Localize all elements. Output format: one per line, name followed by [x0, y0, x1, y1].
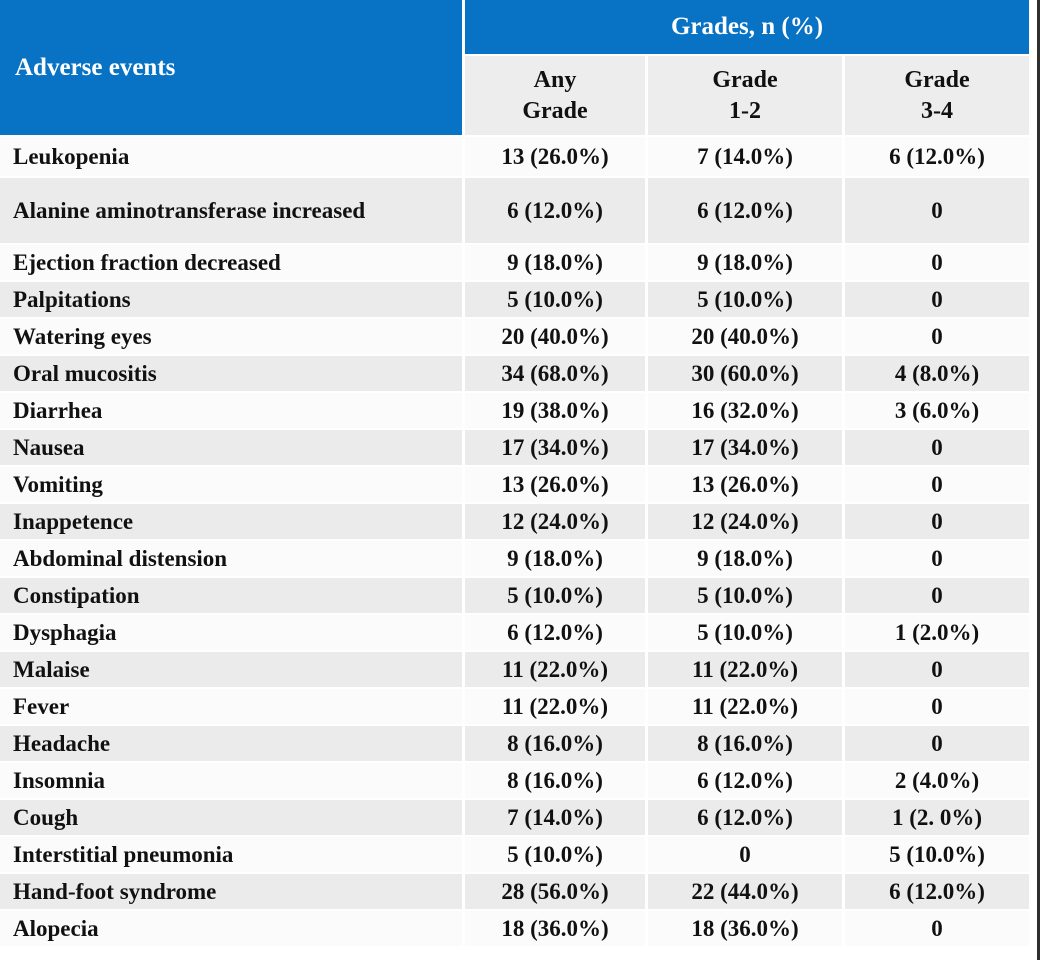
adverse-event-name: Alanine aminotransferase increased — [0, 178, 462, 243]
table-row — [0, 137, 1029, 176]
grade-3-4-value: 0 — [845, 911, 1029, 946]
grade-1-2-value: 16 (32.0%) — [648, 393, 842, 428]
adverse-event-name: Headache — [0, 726, 462, 761]
table-row — [0, 393, 1029, 428]
table-row — [0, 319, 1029, 354]
adverse-event-name: Fever — [0, 689, 462, 724]
adverse-event-name: Leukopenia — [0, 137, 462, 176]
grade-1-2-value: 6 (12.0%) — [648, 800, 842, 835]
grade-1-2-value: 5 (10.0%) — [648, 282, 842, 317]
table-body — [0, 137, 1029, 946]
grade-subheaders — [465, 56, 1029, 135]
adverse-event-name: Dysphagia — [0, 615, 462, 650]
grade-1-2-value: 5 (10.0%) — [648, 578, 842, 613]
grade-3-4-value: 0 — [845, 245, 1029, 280]
adverse-event-name: Malaise — [0, 652, 462, 687]
grade-1-2-value: 12 (24.0%) — [648, 504, 842, 539]
table-row — [0, 504, 1029, 539]
table-row — [0, 178, 1029, 243]
any-grade-value: 13 (26.0%) — [465, 137, 645, 176]
adverse-event-name: Abdominal distension — [0, 541, 462, 576]
table-row — [0, 578, 1029, 613]
column-header-any-grade — [465, 56, 645, 135]
grade-1-2-value: 17 (34.0%) — [648, 430, 842, 465]
grade-1-2-value: 9 (18.0%) — [648, 541, 842, 576]
grade-1-2-value: 8 (16.0%) — [648, 726, 842, 761]
any-grade-value: 17 (34.0%) — [465, 430, 645, 465]
adverse-event-name: Watering eyes — [0, 319, 462, 354]
column-header-adverse-events: Adverse events — [0, 0, 462, 135]
adverse-event-name: Interstitial pneumonia — [0, 837, 462, 872]
adverse-event-name: Vomiting — [0, 467, 462, 502]
table-row — [0, 541, 1029, 576]
grade-1-2-value: 6 (12.0%) — [648, 763, 842, 798]
any-grade-value: 7 (14.0%) — [465, 800, 645, 835]
grade-1-2-value: 6 (12.0%) — [648, 178, 842, 243]
grade-3-4-value: 0 — [845, 541, 1029, 576]
any-grade-value: 18 (36.0%) — [465, 911, 645, 946]
grade-3-4-value: 0 — [845, 467, 1029, 502]
grade-1-2-value: 5 (10.0%) — [648, 615, 842, 650]
grade-1-2-value: 9 (18.0%) — [648, 245, 842, 280]
table-row — [0, 282, 1029, 317]
table-row — [0, 763, 1029, 798]
grade-3-4-value: 4 (8.0%) — [845, 356, 1029, 391]
grade-1-2-value: 11 (22.0%) — [648, 652, 842, 687]
grade-1-2-value: 18 (36.0%) — [648, 911, 842, 946]
table-row — [0, 615, 1029, 650]
grade-3-4-value: 0 — [845, 689, 1029, 724]
grade-3-4-value: 0 — [845, 430, 1029, 465]
any-grade-value: 11 (22.0%) — [465, 689, 645, 724]
subheader-line: 1-2 — [729, 97, 761, 124]
any-grade-value: 9 (18.0%) — [465, 245, 645, 280]
any-grade-value: 5 (10.0%) — [465, 837, 645, 872]
any-grade-value: 34 (68.0%) — [465, 356, 645, 391]
grade-1-2-value: 20 (40.0%) — [648, 319, 842, 354]
table-header — [0, 0, 1029, 135]
any-grade-value: 6 (12.0%) — [465, 615, 645, 650]
grade-1-2-value: 13 (26.0%) — [648, 467, 842, 502]
grade-1-2-value: 0 — [648, 837, 842, 872]
grade-3-4-value: 1 (2.0%) — [845, 615, 1029, 650]
grade-3-4-value: 0 — [845, 652, 1029, 687]
table-row — [0, 874, 1029, 909]
adverse-event-name: Diarrhea — [0, 393, 462, 428]
grade-3-4-value: 0 — [845, 578, 1029, 613]
any-grade-value: 20 (40.0%) — [465, 319, 645, 354]
adverse-event-name: Inappetence — [0, 504, 462, 539]
subheader-line: Grade — [904, 66, 970, 93]
any-grade-value: 12 (24.0%) — [465, 504, 645, 539]
any-grade-value: 5 (10.0%) — [465, 578, 645, 613]
grade-3-4-value: 6 (12.0%) — [845, 137, 1029, 176]
subheader-line: Grade — [522, 97, 588, 124]
any-grade-value: 6 (12.0%) — [465, 178, 645, 243]
grades-header-group — [465, 0, 1029, 135]
adverse-event-name: Insomnia — [0, 763, 462, 798]
any-grade-value: 8 (16.0%) — [465, 726, 645, 761]
grade-1-2-value: 30 (60.0%) — [648, 356, 842, 391]
adverse-event-name: Oral mucositis — [0, 356, 462, 391]
grade-3-4-value: 2 (4.0%) — [845, 763, 1029, 798]
grade-3-4-value: 0 — [845, 178, 1029, 243]
column-header-grade-1-2 — [648, 56, 842, 135]
any-grade-value: 9 (18.0%) — [465, 541, 645, 576]
grade-1-2-value: 7 (14.0%) — [648, 137, 842, 176]
grade-3-4-value: 0 — [845, 504, 1029, 539]
any-grade-value: 5 (10.0%) — [465, 282, 645, 317]
any-grade-value: 8 (16.0%) — [465, 763, 645, 798]
table-row — [0, 837, 1029, 872]
any-grade-value: 19 (38.0%) — [465, 393, 645, 428]
subheader-line: Any — [533, 66, 577, 93]
adverse-event-name: Alopecia — [0, 911, 462, 946]
table-row — [0, 467, 1029, 502]
grade-3-4-value: 3 (6.0%) — [845, 393, 1029, 428]
adverse-event-name: Hand-foot syndrome — [0, 874, 462, 909]
grade-3-4-value: 0 — [845, 319, 1029, 354]
grade-3-4-value: 6 (12.0%) — [845, 874, 1029, 909]
subheader-line: 3-4 — [921, 97, 953, 124]
subheader-line: Grade — [712, 66, 778, 93]
adverse-event-name: Nausea — [0, 430, 462, 465]
adverse-event-name: Palpitations — [0, 282, 462, 317]
table-row — [0, 356, 1029, 391]
table-row — [0, 430, 1029, 465]
grade-3-4-value: 0 — [845, 282, 1029, 317]
grade-3-4-value: 1 (2. 0%) — [845, 800, 1029, 835]
adverse-event-name: Cough — [0, 800, 462, 835]
table-row — [0, 800, 1029, 835]
grade-3-4-value: 0 — [845, 726, 1029, 761]
grade-1-2-value: 11 (22.0%) — [648, 689, 842, 724]
table-row — [0, 911, 1029, 946]
grade-3-4-value: 5 (10.0%) — [845, 837, 1029, 872]
table-row — [0, 689, 1029, 724]
grade-1-2-value: 22 (44.0%) — [648, 874, 842, 909]
table-row — [0, 726, 1029, 761]
adverse-event-name: Constipation — [0, 578, 462, 613]
table-row — [0, 652, 1029, 687]
column-header-grades-group: Grades, n (%) — [465, 0, 1029, 54]
table-row — [0, 245, 1029, 280]
adverse-event-name: Ejection fraction decreased — [0, 245, 462, 280]
any-grade-value: 28 (56.0%) — [465, 874, 645, 909]
any-grade-value: 13 (26.0%) — [465, 467, 645, 502]
any-grade-value: 11 (22.0%) — [465, 652, 645, 687]
column-header-grade-3-4 — [845, 56, 1029, 135]
